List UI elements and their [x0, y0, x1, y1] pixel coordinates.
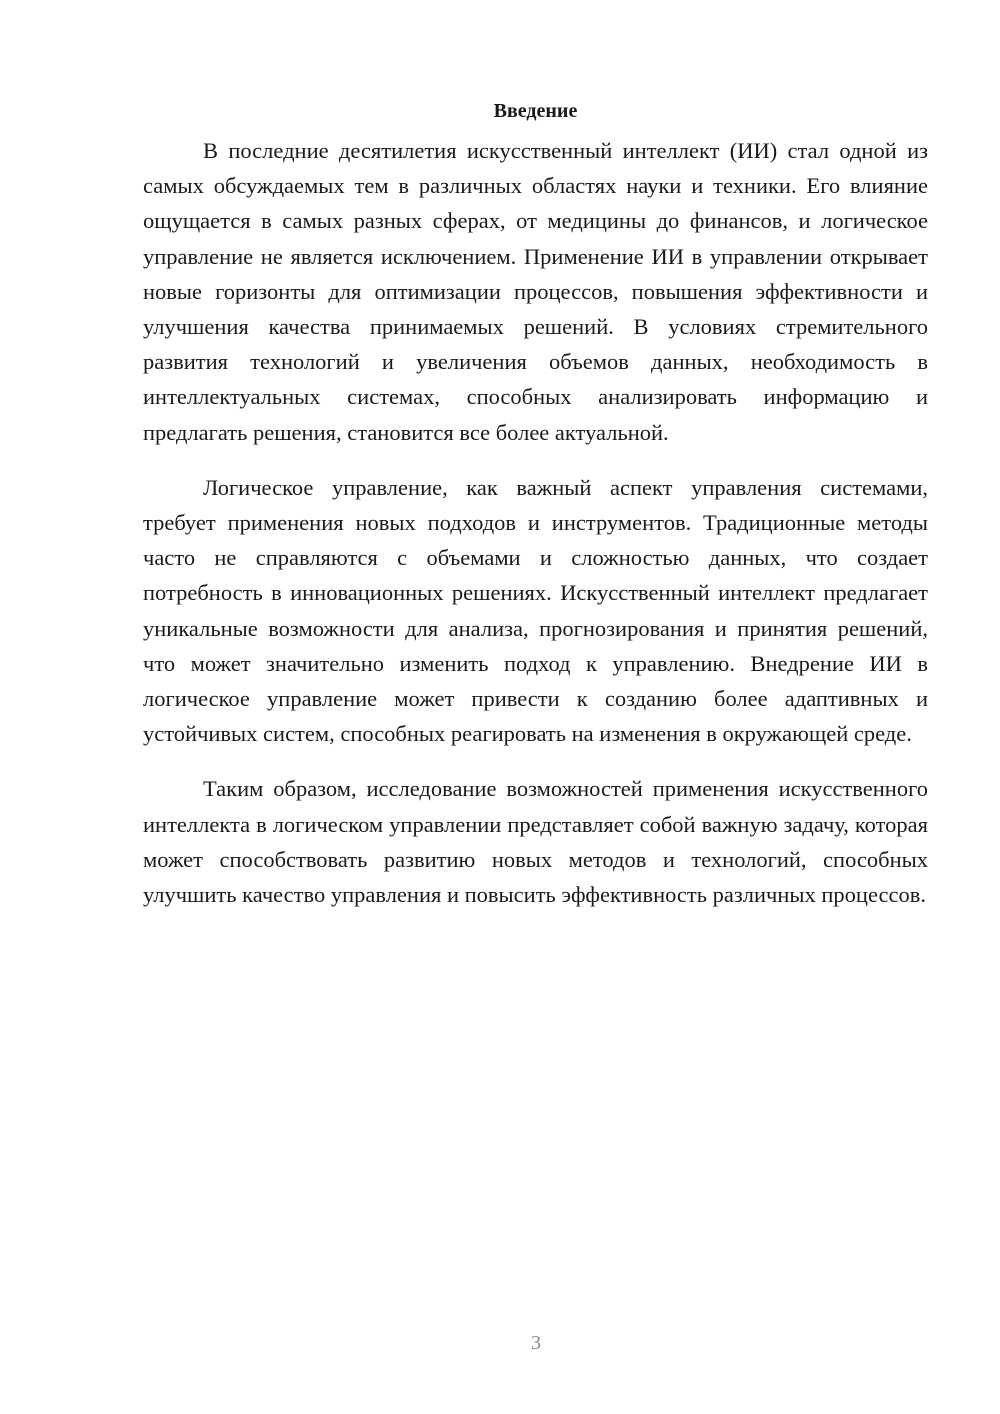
paragraph-1: В последние десятилетия искусственный интеллект (ИИ) стал одной из самых обсуждаемых тем в различных областях науки и техники. Его влияние ощущается в самых разных сферах, от медицины до финансов, и логическое управление не является исключением. Применение ИИ в управлении открывает новые горизонты для оптимизации процессов, повышения эффективности и улучшения качества принимаемых решений. В условиях стремительного развития технологий и увеличения объемов данных, необходимость в интеллектуальных системах, способных анализировать информацию и предлагать решения, становится все более актуальной.	[143, 138, 928, 445]
section-title: Введение	[493, 100, 578, 122]
paragraph-3: Таким образом, исследование возможностей применения искусственного интеллекта в логическом управлении представляет собой важную задачу, которая может способствовать развитию новых методов и технологий, способных улучшить качество управления и повысить эффективность различных процессов.	[143, 776, 928, 908]
paragraph-2: Логическое управление, как важный аспект управления системами, требует применения новых подходов и инструментов. Традиционные методы часто не справляются с объемами и сложностью данных, что создает потребность в инновационных решениях. Искусственный интеллект предлагает уникальные возможности для анализа, прогнозирования и принятия решений, что может значительно изменить подход к управлению. Внедрение ИИ в логическое управление может привести к созданию более адаптивных и устойчивых систем, способных реагировать на изменения в окружающей среде.	[143, 474, 928, 747]
page-content	[143, 94, 928, 932]
page-number: 3	[531, 1332, 541, 1354]
